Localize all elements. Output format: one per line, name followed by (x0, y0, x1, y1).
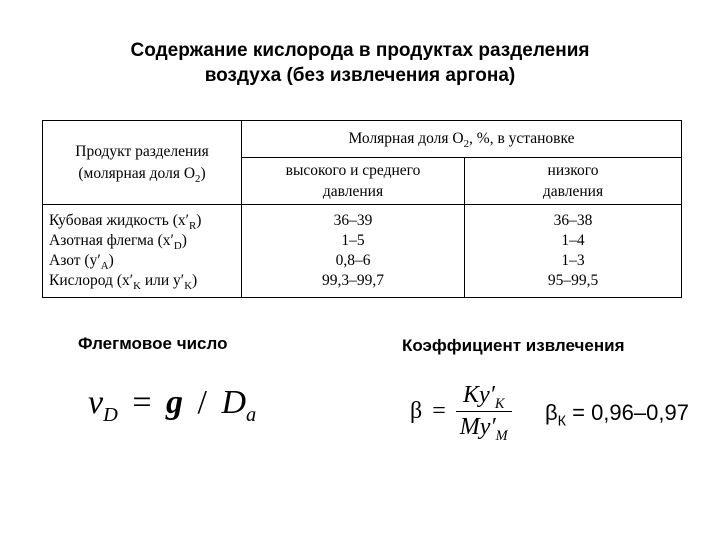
low-pressure-values (465, 205, 682, 298)
header-high-pressure: высокого и среднего давления (242, 158, 465, 205)
value-cell: 36–39 (333, 212, 373, 229)
product-row-4: Кислород ($x'_K$ или $y'_K$) (49, 272, 198, 293)
high-pressure-values (242, 205, 465, 298)
oxygen-content-table (42, 120, 682, 298)
product-row-1: Кубовая жидкость $(x'_R)$ (49, 212, 202, 233)
recovery-coefficient-label: Коэффициент извлечения (402, 336, 625, 355)
value-cell: 95–99,5 (547, 272, 599, 289)
title-line-1: Содержание кислорода в продуктах разделения (130, 40, 590, 61)
product-row-3: Азот $(y'_A)$ (49, 252, 114, 273)
header-product: Продукт разделения (молярная доля $O_2$) (43, 121, 242, 205)
value-cell: 36–38 (553, 212, 593, 229)
value-cell: 99,3–99,7 (322, 272, 384, 289)
value-cell: 1–4 (561, 232, 585, 249)
header-molar-fraction: Молярная доля $O_2$, %, в установке (242, 121, 682, 158)
value-cell: 0,8–6 (335, 252, 371, 269)
recovery-fraction: $\frac{Ky'_K}{My'_M}$ (456, 382, 512, 441)
reflux-ratio-label: Флегмовое число (78, 334, 228, 353)
slide-title (0, 38, 720, 88)
title-line-2: воздуха (без извлечения аргона) (204, 65, 516, 86)
recovery-formula: β = $\frac{Ky'_K}{My'_M}$ (410, 382, 512, 441)
reflux-ratio-formula: $v_D = g / D_a$ (88, 384, 257, 426)
value-cell: 1–3 (561, 252, 585, 269)
product-row-2: Азотная флегма $(x'_D)$ (49, 232, 187, 253)
recovery-value: $\beta_К = 0,96-0,97$ (545, 400, 689, 430)
product-names-cell (43, 205, 242, 298)
header-low-pressure: низкого давления (465, 158, 682, 205)
value-cell: 1–5 (341, 232, 365, 249)
